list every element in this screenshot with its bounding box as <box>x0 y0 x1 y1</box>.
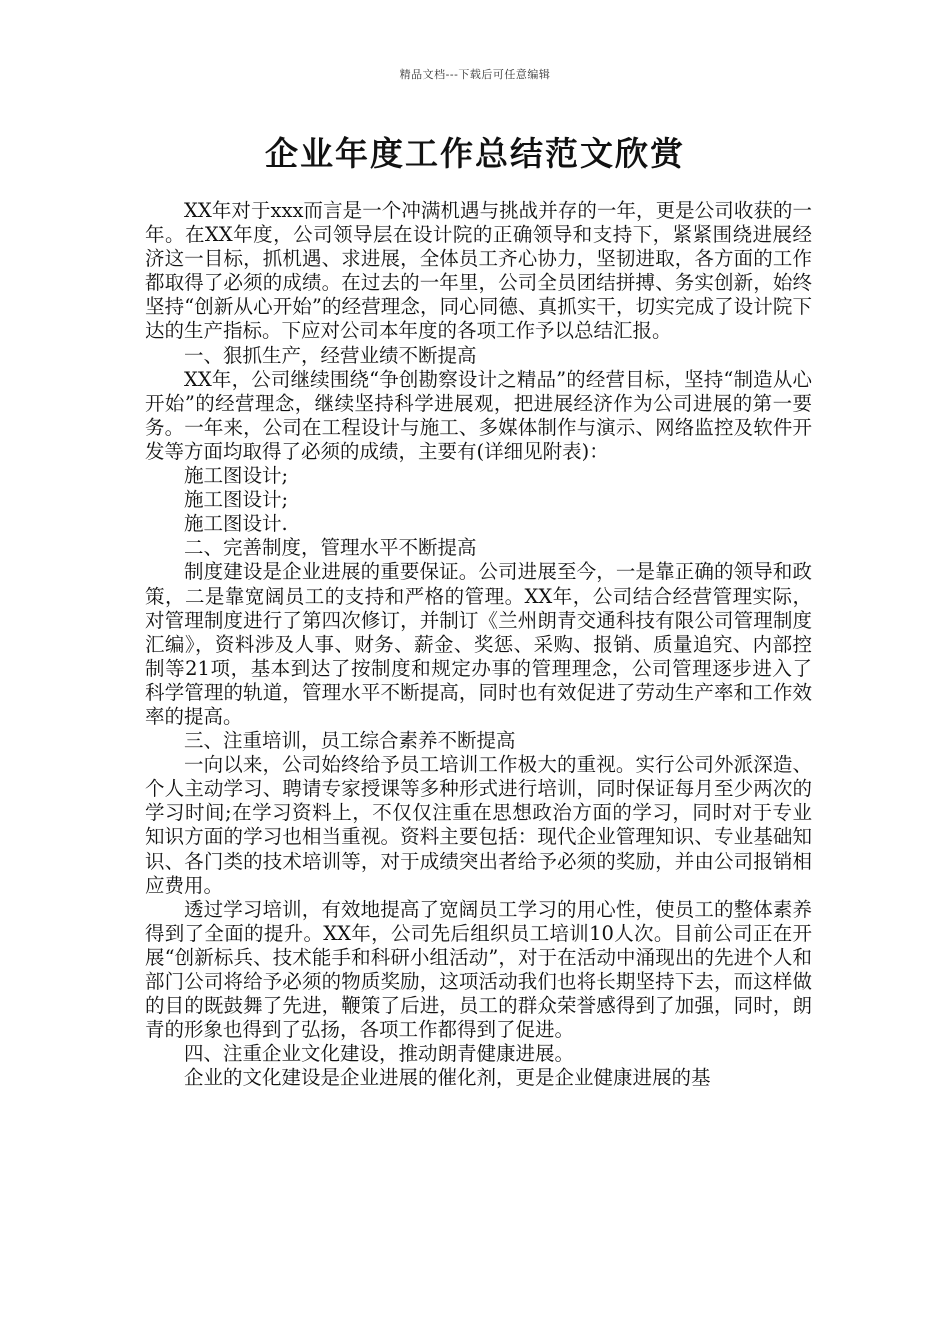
header-note: 精品文档---下载后可任意编辑 <box>399 68 551 81</box>
list-item: 施工图设计. <box>184 512 288 536</box>
section-heading-1: 一、狠抓生产，经营业绩不断提高 <box>184 343 477 367</box>
paragraph-training: 一向以来，公司始终给予员工培训工作极大的重视。实行公司外派深造、个人主动学习、聘请专家授课等多种形式进行培训，同时保证每月至少两次的学习时间;在学习资料上，不仅仅注重在思想政治方面的学习，同时对于专业知识方面的学习也相当重视。资料主要包括：现代企业管理知识、专业基础知识、各门类的技术培训等，对于成绩突出者给予必须的奖励，并由公司报销相应费用。 <box>145 753 812 897</box>
list-item: 施工图设计; <box>184 464 289 488</box>
section-heading-4: 四、注重企业文化建设，推动朗青健康进展。 <box>184 1042 575 1066</box>
list-item: 施工图设计; <box>184 488 289 512</box>
paragraph-culture: 企业的文化建设是企业进展的催化剂，更是企业健康进展的基 <box>184 1066 711 1090</box>
section-heading-3: 三、注重培训，员工综合素养不断提高 <box>184 729 516 753</box>
document-body <box>145 199 812 1090</box>
paragraph-management: 制度建设是企业进展的重要保证。公司进展至今，一是靠正确的领导和政策，二是靠宽阔员工的支持和严格的管理。XX年，公司结合经营管理实际，对管理制度进行了第四次修订，并制订《兰州朗青交通科技有限公司管理制度汇编》，资料涉及人事、财务、薪金、奖惩、采购、报销、质量追究、内部控制等21项，基本到达了按制度和规定办事的管理理念，公司管理逐步进入了科学管理的轨道，管理水平不断提高，同时也有效促进了劳动生产率和工作效率的提高。 <box>145 560 812 728</box>
document-title: 企业年度工作总结范文欣赏 <box>265 134 685 173</box>
paragraph-training-results: 透过学习培训，有效地提高了宽阔员工学习的用心性，使员工的整体素养得到了全面的提升。XX年，公司先后组织员工培训10人次。目前公司正在开展“创新标兵、技术能手和科研小组活动”，对于在活动中涌现出的先进个人和部门公司将给予必须的物质奖励，这项活动我们也将长期坚持下去，而这样做的目的既鼓舞了先进，鞭策了后进，员工的群众荣誉感得到了加强，同时，朗青的形象也得到了弘扬，各项工作都得到了促进。 <box>145 897 812 1042</box>
paragraph-intro: XX年对于xxx而言是一个冲满机遇与挑战并存的一年，更是公司收获的一年。在XX年度，公司领导层在设计院的正确领导和支持下，紧紧围绕进展经济这一目标，抓机遇、求进展，全体员工齐心协力，坚韧进取，各方面的工作都取得了必须的成绩。在过去的一年里，公司全员团结拼搏、务实创新，始终坚持“创新从心开始”的经营理念，同心同德、真抓实干，切实完成了设计院下达的生产指标。下应对公司本年度的各项工作予以总结汇报。 <box>145 199 812 343</box>
paragraph-production: XX年，公司继续围绕“争创勘察设计之精品”的经营目标，坚持“制造从心开始”的经营理念，继续坚持科学进展观，把进展经济作为公司进展的第一要务。一年来，公司在工程设计与施工、多媒体制作与演示、网络监控及软件开发等方面均取得了必须的成绩，主要有(详细见附表)： <box>145 367 812 463</box>
section-heading-2: 二、完善制度，管理水平不断提高 <box>184 536 477 560</box>
